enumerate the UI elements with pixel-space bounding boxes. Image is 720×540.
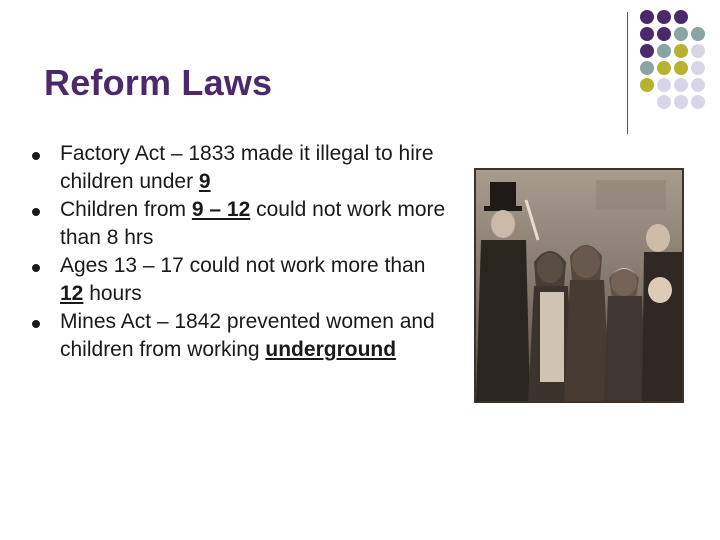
decorative-dot bbox=[674, 27, 688, 41]
decorative-dot bbox=[674, 95, 688, 109]
underlined-emphasis: underground bbox=[265, 338, 397, 361]
bullet-item-ages-13-17: Ages 13 – 17 could not work more than 12 hours bbox=[28, 252, 448, 308]
decorative-dot bbox=[674, 10, 688, 24]
decorative-dot bbox=[674, 78, 688, 92]
decorative-dot bbox=[691, 61, 705, 75]
historical-photo bbox=[474, 168, 684, 403]
decorative-dot bbox=[640, 44, 654, 58]
decorative-dot bbox=[657, 95, 671, 109]
decorative-dot bbox=[657, 61, 671, 75]
underlined-emphasis: 12 bbox=[60, 282, 84, 305]
bullet-item-factory-act: Factory Act – 1833 made it illegal to hire children under 9 bbox=[28, 140, 448, 196]
decorative-dot bbox=[691, 78, 705, 92]
decorative-dot bbox=[691, 10, 705, 24]
underlined-emphasis: 9 – 12 bbox=[191, 198, 251, 221]
bullet-dot bbox=[32, 264, 40, 272]
underlined-emphasis: 9 bbox=[198, 170, 211, 193]
decorative-dot bbox=[657, 27, 671, 41]
decorative-dot bbox=[657, 10, 671, 24]
decorative-dot bbox=[640, 78, 654, 92]
decorative-dot bbox=[657, 44, 671, 58]
decorative-dot bbox=[657, 78, 671, 92]
decorative-dot bbox=[640, 95, 654, 109]
decorative-dot bbox=[674, 61, 688, 75]
bullet-item-mines-act: Mines Act – 1842 prevented women and children from working underground bbox=[28, 308, 448, 364]
decorative-dot bbox=[640, 27, 654, 41]
decorative-dot bbox=[640, 10, 654, 24]
decorative-dot bbox=[674, 44, 688, 58]
bullet-list bbox=[28, 140, 448, 364]
decorative-dot bbox=[640, 61, 654, 75]
decorative-dot bbox=[691, 95, 705, 109]
decorative-dot bbox=[691, 44, 705, 58]
decorative-dot-grid bbox=[640, 10, 705, 109]
decorative-divider-line bbox=[627, 12, 628, 134]
bullet-item-children-hours: Children from 9 – 12 could not work more than 8 hrs bbox=[28, 196, 448, 252]
slide-title: Reform Laws bbox=[44, 62, 273, 103]
bullet-dot bbox=[32, 320, 40, 328]
bullet-dot bbox=[32, 208, 40, 216]
decorative-dot bbox=[691, 27, 705, 41]
children-engraving-image bbox=[476, 170, 682, 401]
bullet-dot bbox=[32, 152, 40, 160]
